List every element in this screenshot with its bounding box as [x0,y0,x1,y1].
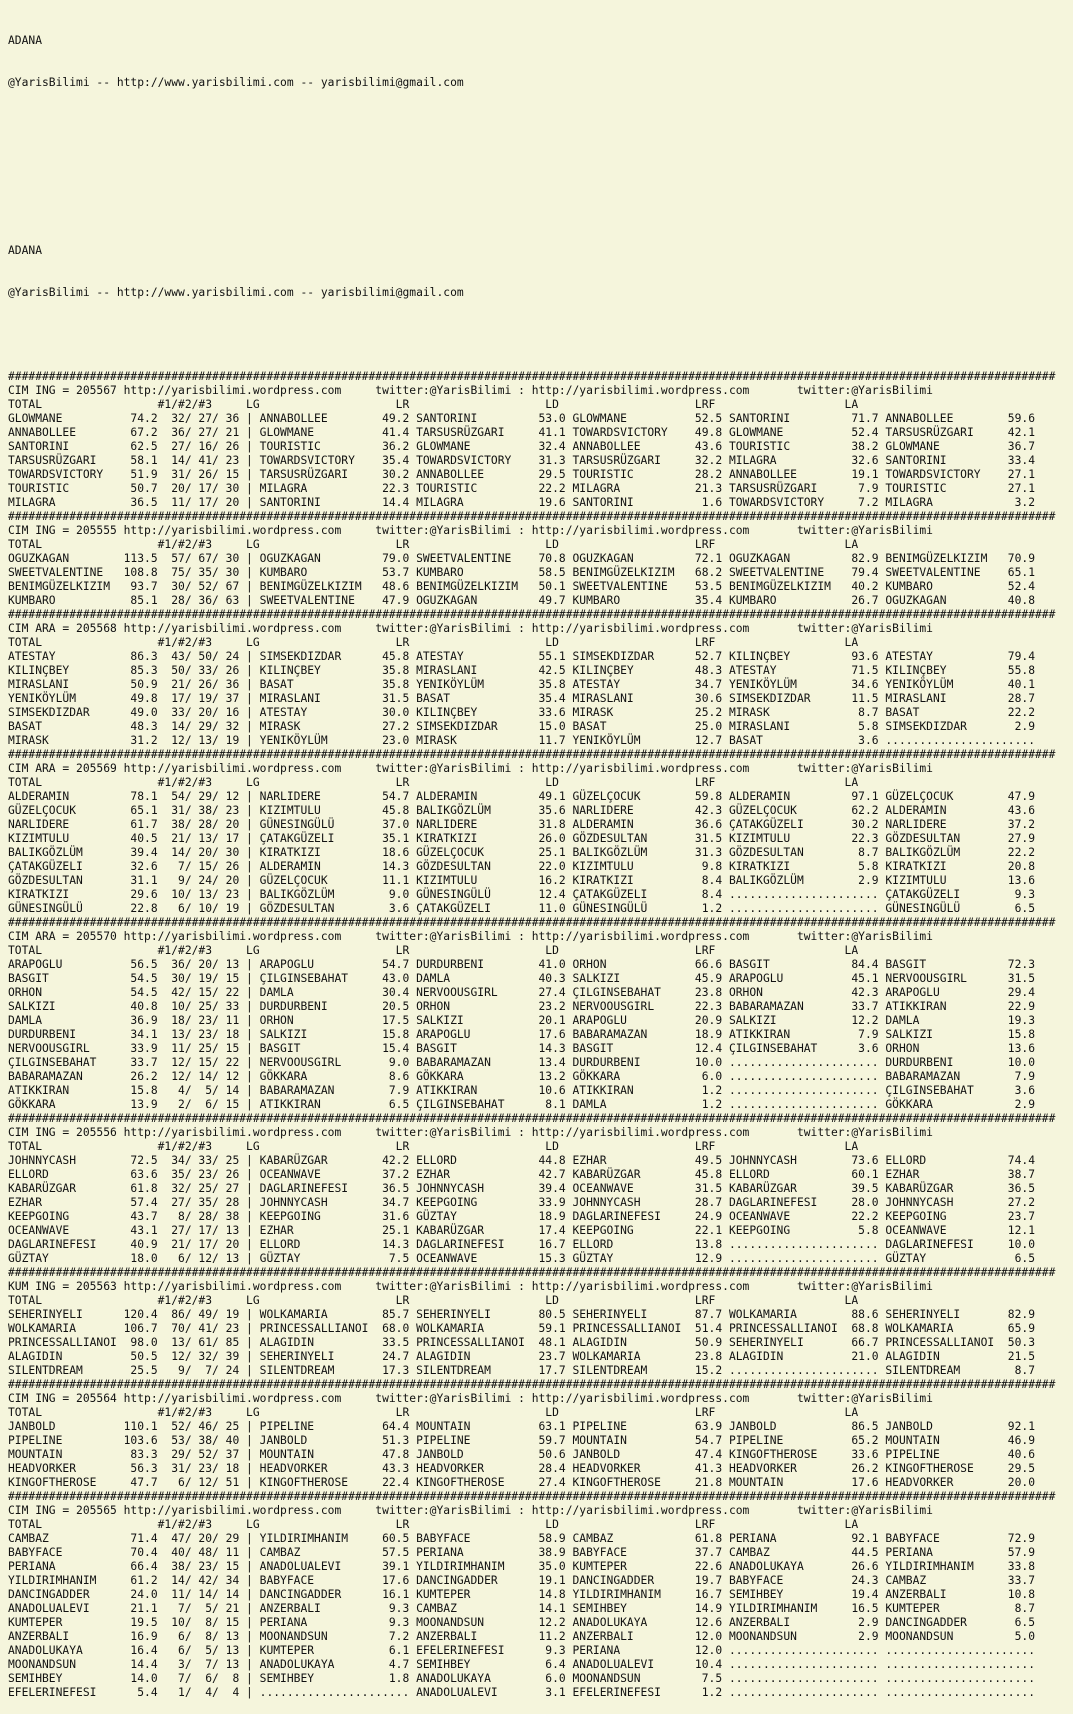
column-headers: TOTAL #1/#2/#3 LG LR LD LRF LA [8,538,859,551]
table-row: DAMLA 36.9 18/ 23/ 11 | ORHON 17.5 SALKIZI 20.1 ARAPOGLU 20.9 SALKIZI 12.2 DAMLA 19.3 [8,1014,1035,1027]
table-row: MOONANDSUN 14.4 3/ 7/ 13 | ANADOLUKAYA 4.7 SEMIHBEY 6.4 ANADOLUALEVI 10.4 ...................... ...................... [8,1658,1035,1671]
separator-line: ########################################################################################################################################################## [8,1378,1056,1391]
table-row: BENIMGÜZELKIZIM 93.7 30/ 52/ 67 | BENIMGÜZELKIZIM 48.6 BENIMGÜZELKIZIM 50.1 SWEETVALENTINE 53.5 BENIMGÜZELKIZIM 40.2 KUMBARO 52.4 [8,580,1035,593]
report-title-repeat: ADANA [8,244,43,257]
table-row: KUMTEPER 19.5 10/ 8/ 15 | PERIANA 9.3 MOONANDSUN 12.2 ANADOLUKAYA 12.6 ANZERBALI 2.9 DANCINGADDER 6.5 [8,1616,1035,1629]
table-row: GÜZTAY 18.0 6/ 12/ 13 | GÜZTAY 7.5 OCEANWAVE 15.3 GÜZTAY 12.9 ...................... GÜZTAY 6.5 [8,1252,1035,1265]
table-row: NERVOOUSGIRL 33.9 11/ 25/ 15 | BASGIT 15.4 BASGIT 14.3 BASGIT 12.4 ÇILGINSEBAHAT 3.6 ORHON 13.6 [8,1042,1035,1055]
table-row: DURDURBENI 34.1 13/ 23/ 18 | SALKIZI 15.8 ARAPOGLU 17.6 BABARAMAZAN 18.9 ATIKKIRAN 7.9 SALKIZI 15.8 [8,1028,1035,1041]
race-table-cim-ara-205568 [8,608,1073,748]
table-row: NARLIDERE 61.7 38/ 28/ 20 | GÜNESINGÜLÜ 37.0 NARLIDERE 31.8 ALDERAMIN 36.6 ÇATAKGÜZELI 30.2 NARLIDERE 37.2 [8,818,1035,831]
table-row: KILINÇBEY 85.3 50/ 33/ 26 | KILINÇBEY 35.8 MIRASLANI 42.5 KILINÇBEY 48.3 ATESTAY 71.5 KILINÇBEY 55.8 [8,664,1035,677]
table-row: ATIKKIRAN 15.8 4/ 5/ 14 | BABARAMAZAN 7.9 ATIKKIRAN 10.6 ATIKKIRAN 1.2 ...................... ÇILGINSEBAHAT 3.6 [8,1084,1035,1097]
table-row: MOUNTAIN 83.3 29/ 52/ 37 | MOUNTAIN 47.8 JANBOLD 50.6 JANBOLD 47.4 KINGOFTHEROSE 33.6 PIPELINE 40.6 [8,1448,1035,1461]
table-row: DANCINGADDER 24.0 11/ 14/ 14 | DANCINGADDER 16.1 KUMTEPER 14.8 YILDIRIMHANIM 16.7 SEMIHBEY 19.4 ANZERBALI 10.8 [8,1588,1035,1601]
table-row: GÜZELÇOCUK 65.1 31/ 38/ 23 | KIZIMTULU 45.8 BALIKGÖZLÜM 35.6 NARLIDERE 42.3 GÜZELÇOCUK 62.2 ALDERAMIN 43.6 [8,804,1035,817]
separator-line: ########################################################################################################################################################## [8,1112,1056,1125]
race-tables [8,370,1073,1700]
report-contact-line: @YarisBilimi -- http://www.yarisbilimi.com -- yarisbilimi@gmail.com [8,76,464,89]
table-row: ARAPOGLU 56.5 36/ 20/ 13 | ARAPOGLU 54.7 DURDURBENI 41.0 ORHON 66.6 BASGIT 84.4 BASGIT 72.3 [8,958,1035,971]
separator-line: ########################################################################################################################################################## [8,510,1056,523]
race-table-cim-ara-205569 [8,748,1073,916]
table-row: BABARAMAZAN 26.2 12/ 14/ 12 | GÖKKARA 8.6 GÖKKARA 13.2 GÖKKARA 6.0 ...................... BABARAMAZAN 7.9 [8,1070,1035,1083]
table-row: KEEPGOING 43.7 8/ 28/ 38 | KEEPGOING 31.6 GÜZTAY 18.9 DAGLARINEFESI 24.9 OCEANWAVE 22.2 KEEPGOING 23.7 [8,1210,1035,1223]
table-row: SANTORINI 62.5 27/ 16/ 26 | TOURISTIC 36.2 GLOWMANE 32.4 ANNABOLLEE 43.6 TOURISTIC 38.2 GLOWMANE 36.7 [8,440,1035,453]
table-row: YENIKÖYLÜM 49.8 17/ 19/ 37 | MIRASLANI 31.5 BASAT 35.4 MIRASLANI 30.6 SIMSEKDIZDAR 11.5 MIRASLANI 28.7 [8,692,1035,705]
separator-line: ########################################################################################################################################################## [8,608,1056,621]
table-row: EFELERINEFESI 5.4 1/ 4/ 4 | ...................... ANADOLUALEVI 3.1 EFELERINEFESI 1.2 ...................... ...................... [8,1686,1035,1699]
table-row: DAGLARINEFESI 40.9 21/ 17/ 20 | ELLORD 14.3 DAGLARINEFESI 16.7 ELLORD 13.8 ...................... DAGLARINEFESI 10.0 [8,1238,1035,1251]
table-row: GÖKKARA 13.9 2/ 6/ 15 | ATIKKIRAN 6.5 ÇILGINSEBAHAT 8.1 DAMLA 1.2 ...................... GÖKKARA 2.9 [8,1098,1035,1111]
table-row: MIRASLANI 50.9 21/ 26/ 36 | BASAT 35.8 YENIKÖYLÜM 35.8 ATESTAY 34.7 YENIKÖYLÜM 34.6 YENIKÖYLÜM 40.1 [8,678,1035,691]
table-row: KUMBARO 85.1 28/ 36/ 63 | SWEETVALENTINE 47.9 OGUZKAGAN 49.7 KUMBARO 35.4 KUMBARO 26.7 OGUZKAGAN 40.8 [8,594,1035,607]
table-row: SEMIHBEY 14.0 7/ 6/ 8 | SEMIHBEY 1.8 ANADOLUKAYA 6.0 MOONANDSUN 7.5 ...................... ...................... [8,1672,1035,1685]
table-row: PERIANA 66.4 38/ 23/ 15 | ANADOLUALEVI 39.1 YILDIRIMHANIM 35.0 KUMTEPER 22.6 ANADOLUKAYA 26.6 YILDIRIMHANIM 33.8 [8,1560,1035,1573]
blank-line [8,328,1073,342]
table-row: ANNABOLLEE 67.2 36/ 27/ 21 | GLOWMANE 41.4 TARSUSRÜZGARI 41.1 TOWARDSVICTORY 49.8 GLOWMANE 52.4 TARSUSRÜZGARI 42.1 [8,426,1035,439]
table-row: ANADOLUALEVI 21.1 7/ 5/ 21 | ANZERBALI 9.3 CAMBAZ 14.1 SEMIHBEY 14.9 YILDIRIMHANIM 16.5 KUMTEPER 8.7 [8,1602,1035,1615]
blank-line [8,160,1073,174]
column-headers: TOTAL #1/#2/#3 LG LR LD LRF LA [8,776,859,789]
race-title: KUM ING = 205563 http://yarisbilimi.wordpress.com twitter:@YarisBilimi : http://yarisbilimi.wordpress.com twitter:@YarisBilimi [8,1280,933,1293]
column-headers: TOTAL #1/#2/#3 LG LR LD LRF LA [8,1294,859,1307]
table-row: MILAGRA 36.5 11/ 17/ 20 | SANTORINI 14.4 MILAGRA 19.6 SANTORINI 1.6 TOWARDSVICTORY 7.2 MILAGRA 3.2 [8,496,1035,509]
race-title: CIM ING = 205555 http://yarisbilimi.wordpress.com twitter:@YarisBilimi : http://yarisbilimi.wordpress.com twitter:@YarisBilimi [8,524,933,537]
column-headers: TOTAL #1/#2/#3 LG LR LD LRF LA [8,1140,859,1153]
table-row: ALDERAMIN 78.1 54/ 29/ 12 | NARLIDERE 54.7 ALDERAMIN 49.1 GÜZELÇOCUK 59.8 ALDERAMIN 97.1 GÜZELÇOCUK 47.9 [8,790,1035,803]
table-row: SILENTDREAM 25.5 9/ 7/ 24 | SILENTDREAM 17.3 SILENTDREAM 17.7 SILENTDREAM 15.2 ...................... SILENTDREAM 8.7 [8,1364,1035,1377]
table-row: GÖZDESULTAN 31.1 9/ 24/ 20 | GÜZELÇOCUK 11.1 KIZIMTULU 16.2 KIRATKIZI 8.4 BALIKGÖZLÜM 2.9 KIZIMTULU 13.6 [8,874,1035,887]
race-title: CIM ING = 205556 http://yarisbilimi.wordpress.com twitter:@YarisBilimi : http://yarisbilimi.wordpress.com twitter:@YarisBilimi [8,1126,933,1139]
table-row: KIZIMTULU 40.5 21/ 13/ 17 | ÇATAKGÜZELI 35.1 KIRATKIZI 26.0 GÖZDESULTAN 31.5 KIZIMTULU 22.3 GÖZDESULTAN 27.9 [8,832,1035,845]
table-row: JOHNNYCASH 72.5 34/ 33/ 25 | KABARÜZGAR 42.2 ELLORD 44.8 EZHAR 49.5 JOHNNYCASH 73.6 ELLORD 74.4 [8,1154,1035,1167]
table-row: BASAT 48.3 14/ 29/ 32 | MIRASK 27.2 SIMSEKDIZDAR 15.0 BASAT 25.0 MIRASLANI 5.8 SIMSEKDIZDAR 2.9 [8,720,1035,733]
table-row: BASGIT 54.5 30/ 19/ 15 | ÇILGINSEBAHAT 43.0 DAMLA 40.3 SALKIZI 45.9 ARAPOGLU 45.1 NERVOOUSGIRL 31.5 [8,972,1035,985]
table-row: EZHAR 57.4 27/ 35/ 28 | JOHNNYCASH 34.7 KEEPGOING 33.9 JOHNNYCASH 28.7 DAGLARINEFESI 28.0 JOHNNYCASH 27.2 [8,1196,1035,1209]
table-row: TARSUSRÜZGARI 58.1 14/ 41/ 23 | TOWARDSVICTORY 35.4 TOWARDSVICTORY 31.3 TARSUSRÜZGARI 32.2 MILAGRA 32.6 SANTORINI 33.4 [8,454,1035,467]
race-table-cim-ing-205555 [8,510,1073,608]
table-row: TOWARDSVICTORY 51.9 31/ 26/ 15 | TARSUSRÜZGARI 30.2 ANNABOLLEE 29.5 TOURISTIC 28.2 ANNABOLLEE 19.1 TOWARDSVICTORY 27.1 [8,468,1035,481]
table-row: KABARÜZGAR 61.8 32/ 25/ 27 | DAGLARINEFESI 36.5 JOHNNYCASH 39.4 OCEANWAVE 31.5 KABARÜZGAR 39.5 KABARÜZGAR 36.5 [8,1182,1035,1195]
table-row: YILDIRIMHANIM 61.2 14/ 42/ 34 | BABYFACE 17.6 DANCINGADDER 19.1 DANCINGADDER 19.7 BABYFACE 24.3 CAMBAZ 33.7 [8,1574,1035,1587]
table-row: JANBOLD 110.1 52/ 46/ 25 | PIPELINE 64.4 MOUNTAIN 63.1 PIPELINE 63.9 JANBOLD 86.5 JANBOLD 92.1 [8,1420,1035,1433]
table-row: GLOWMANE 74.2 32/ 27/ 36 | ANNABOLLEE 49.2 SANTORINI 53.0 GLOWMANE 52.5 SANTORINI 71.7 ANNABOLLEE 59.6 [8,412,1035,425]
table-row: OCEANWAVE 43.1 27/ 17/ 13 | EZHAR 25.1 KABARÜZGAR 17.4 KEEPGOING 22.1 KEEPGOING 5.8 OCEANWAVE 12.1 [8,1224,1035,1237]
table-row: ANZERBALI 16.9 6/ 8/ 13 | MOONANDSUN 7.2 ANZERBALI 11.2 ANZERBALI 12.0 MOONANDSUN 2.9 MOONANDSUN 5.0 [8,1630,1035,1643]
table-row: ALAGIDIN 50.5 12/ 32/ 39 | SEHERINYELI 24.7 ALAGIDIN 23.7 WOLKAMARIA 23.8 ALAGIDIN 21.0 ALAGIDIN 21.5 [8,1350,1035,1363]
race-title: CIM ARA = 205569 http://yarisbilimi.wordpress.com twitter:@YarisBilimi : http://yarisbilimi.wordpress.com twitter:@YarisBilimi [8,762,933,775]
blank-line [8,202,1073,216]
race-table-cim-ing-205556 [8,1112,1073,1266]
separator-line: ########################################################################################################################################################## [8,1490,1056,1503]
race-title: CIM ING = 205564 http://yarisbilimi.wordpress.com twitter:@YarisBilimi : http://yarisbilimi.wordpress.com twitter:@YarisBilimi [8,1392,933,1405]
table-row: ÇILGINSEBAHAT 33.7 12/ 15/ 22 | NERVOOUSGIRL 9.0 BABARAMAZAN 13.4 DURDURBENI 10.0 ...................... DURDURBENI 10.0 [8,1056,1035,1069]
report-contact-line-repeat: @YarisBilimi -- http://www.yarisbilimi.com -- yarisbilimi@gmail.com [8,286,464,299]
column-headers: TOTAL #1/#2/#3 LG LR LD LRF LA [8,1518,859,1531]
table-row: OGUZKAGAN 113.5 57/ 67/ 30 | OGUZKAGAN 79.0 SWEETVALENTINE 70.8 OGUZKAGAN 72.1 OGUZKAGAN 82.9 BENIMGÜZELKIZIM 70.9 [8,552,1035,565]
column-headers: TOTAL #1/#2/#3 LG LR LD LRF LA [8,1406,859,1419]
table-row: HEADVORKER 56.3 31/ 23/ 18 | HEADVORKER 43.3 HEADVORKER 28.4 HEADVORKER 41.3 HEADVORKER 26.2 KINGOFTHEROSE 29.5 [8,1462,1035,1475]
table-row: SIMSEKDIZDAR 49.0 33/ 20/ 16 | ATESTAY 30.0 KILINÇBEY 33.6 MIRASK 25.2 MIRASK 8.7 BASAT 22.2 [8,706,1035,719]
separator-line: ########################################################################################################################################################## [8,370,1056,383]
race-table-cim-ing-205565 [8,1490,1073,1700]
table-row: TOURISTIC 50.7 20/ 17/ 30 | MILAGRA 22.3 TOURISTIC 22.2 MILAGRA 21.3 TARSUSRÜZGARI 7.9 TOURISTIC 27.1 [8,482,1035,495]
report-title: ADANA [8,34,43,47]
separator-line: ########################################################################################################################################################## [8,748,1056,761]
race-title: CIM ARA = 205568 http://yarisbilimi.wordpress.com twitter:@YarisBilimi : http://yarisbilimi.wordpress.com twitter:@YarisBilimi [8,622,933,635]
race-table-kum-ing-205563 [8,1266,1073,1378]
table-row: CAMBAZ 71.4 47/ 20/ 29 | YILDIRIMHANIM 60.5 BABYFACE 58.9 CAMBAZ 61.8 PERIANA 92.1 BABYFACE 72.9 [8,1532,1035,1545]
column-headers: TOTAL #1/#2/#3 LG LR LD LRF LA [8,944,859,957]
table-row: KINGOFTHEROSE 47.7 6/ 12/ 51 | KINGOFTHEROSE 22.4 KINGOFTHEROSE 27.4 KINGOFTHEROSE 21.8 MOUNTAIN 17.6 HEADVORKER 20.0 [8,1476,1035,1489]
race-table-cim-ara-205570 [8,916,1073,1112]
separator-line: ########################################################################################################################################################## [8,1266,1056,1279]
table-row: SALKIZI 40.8 10/ 25/ 33 | DURDURBENI 20.5 ORHON 23.2 NERVOOUSGIRL 22.3 BABARAMAZAN 33.7 ATIKKIRAN 22.9 [8,1000,1035,1013]
table-row: ORHON 54.5 42/ 15/ 22 | DAMLA 30.4 NERVOOUSGIRL 27.4 ÇILGINSEBAHAT 23.8 ORHON 42.3 ARAPOGLU 29.4 [8,986,1035,999]
table-row: BABYFACE 70.4 40/ 48/ 11 | CAMBAZ 57.5 PERIANA 38.9 BABYFACE 37.7 CAMBAZ 44.5 PERIANA 57.9 [8,1546,1035,1559]
table-row: ELLORD 63.6 35/ 23/ 26 | OCEANWAVE 37.2 EZHAR 42.7 KABARÜZGAR 45.8 ELLORD 60.1 EZHAR 38.7 [8,1168,1035,1181]
table-row: BALIKGÖZLÜM 39.4 14/ 20/ 30 | KIRATKIZI 18.6 GÜZELÇOCUK 25.1 BALIKGÖZLÜM 31.3 GÖZDESULTAN 8.7 BALIKGÖZLÜM 22.2 [8,846,1035,859]
table-row: KIRATKIZI 29.6 10/ 13/ 23 | BALIKGÖZLÜM 9.0 GÜNESINGÜLÜ 12.4 ÇATAKGÜZELI 8.4 ...................... ÇATAKGÜZELI 9.3 [8,888,1035,901]
table-row: PRINCESSALLIANOI 98.0 13/ 61/ 85 | ALAGIDIN 33.5 PRINCESSALLIANOI 48.1 ALAGIDIN 50.9 SEHERINYELI 66.7 PRINCESSALLIANOI 50.3 [8,1336,1035,1349]
column-headers: TOTAL #1/#2/#3 LG LR LD LRF LA [8,398,859,411]
table-row: MIRASK 31.2 12/ 13/ 19 | YENIKÖYLÜM 23.0 MIRASK 11.7 YENIKÖYLÜM 12.7 BASAT 3.6 ...................... [8,734,1035,747]
race-title: CIM ING = 205567 http://yarisbilimi.wordpress.com twitter:@YarisBilimi : http://yarisbilimi.wordpress.com twitter:@YarisBilimi [8,384,933,397]
race-table-cim-ing-205567 [8,370,1073,510]
table-row: SEHERINYELI 120.4 86/ 49/ 19 | WOLKAMARIA 85.7 SEHERINYELI 80.5 SEHERINYELI 87.7 WOLKAMARIA 88.6 SEHERINYELI 82.9 [8,1308,1035,1321]
race-title: CIM ARA = 205570 http://yarisbilimi.wordpress.com twitter:@YarisBilimi : http://yarisbilimi.wordpress.com twitter:@YarisBilimi [8,930,933,943]
table-row: GÜNESINGÜLÜ 22.8 6/ 10/ 19 | GÖZDESULTAN 3.6 ÇATAKGÜZELI 11.0 GÜNESINGÜLÜ 1.2 ...................... GÜNESINGÜLÜ 6.5 [8,902,1035,915]
table-row: ANADOLUKAYA 16.4 6/ 5/ 13 | KUMTEPER 6.1 EFELERINEFESI 9.3 PERIANA 12.0 ...................... ...................... [8,1644,1035,1657]
race-table-cim-ing-205564 [8,1378,1073,1490]
table-row: WOLKAMARIA 106.7 70/ 41/ 23 | PRINCESSALLIANOI 68.0 WOLKAMARIA 59.1 PRINCESSALLIANOI 51.4 PRINCESSALLIANOI 68.8 WOLKAMARIA 65.9 [8,1322,1035,1335]
table-row: ATESTAY 86.3 43/ 50/ 24 | SIMSEKDIZDAR 45.8 ATESTAY 55.1 SIMSEKDIZDAR 52.7 KILINÇBEY 93.6 ATESTAY 79.4 [8,650,1035,663]
blank-line [8,118,1073,132]
table-row: ÇATAKGÜZELI 32.6 7/ 15/ 26 | ALDERAMIN 14.3 GÖZDESULTAN 22.0 KIZIMTULU 9.8 KIRATKIZI 5.8 KIRATKIZI 20.8 [8,860,1035,873]
column-headers: TOTAL #1/#2/#3 LG LR LD LRF LA [8,636,859,649]
race-title: CIM ING = 205565 http://yarisbilimi.wordpress.com twitter:@YarisBilimi : http://yarisbilimi.wordpress.com twitter:@YarisBilimi [8,1504,933,1517]
table-row: SWEETVALENTINE 108.8 75/ 35/ 30 | KUMBARO 53.7 KUMBARO 58.5 BENIMGÜZELKIZIM 68.2 SWEETVALENTINE 79.4 SWEETVALENTINE 65.1 [8,566,1035,579]
separator-line: ########################################################################################################################################################## [8,916,1056,929]
table-row: PIPELINE 103.6 53/ 38/ 40 | JANBOLD 51.3 PIPELINE 59.7 MOUNTAIN 54.7 PIPELINE 65.2 MOUNTAIN 46.9 [8,1434,1035,1447]
